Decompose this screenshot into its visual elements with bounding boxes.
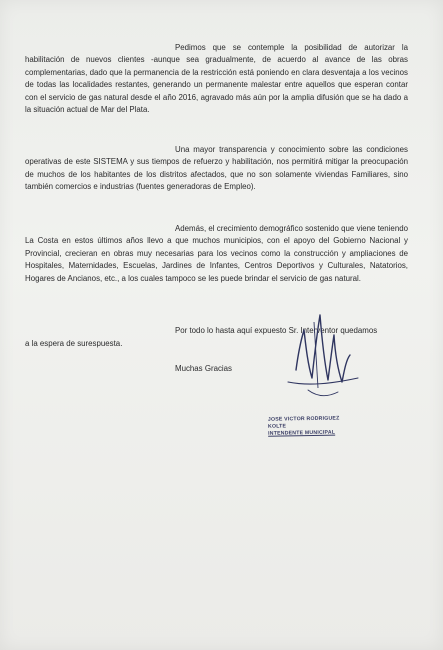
paragraph-transparency: Una mayor transparencia y conocimiento sobre las condiciones operativas de este SISTEMA y sus tiempos de refuerzo y habilitación, nos permitirá mitigar la preocupación de muchos de los habitantes de los distritos afectados, que no son solamente viviendas Familiares, sino también comercios e industrias (fuentes generadoras de Empleo).	[25, 145, 408, 192]
official-stamp	[268, 415, 354, 437]
signature-image	[268, 300, 378, 420]
paragraph-growth: Además, el crecimiento demográfico sostenido que viene teniendo La Costa en estos últimos años llevo a que muchos municipios, con el apoyo del Gobierno Nacional y Provincial, crecieran en obras muy necesarias para los vecinos como la construcción y ampliaciones de Hospitales, Maternidades, Escuelas, Jardines de Infantes, Centros Deportivos y Culturales, Natatorios, Hogares de Ancianos, etc., a los cuales tampoco se les puede brindar el servicio de gas natural.	[25, 224, 408, 283]
stamp-name: JOSE VICTOR RODRIGUEZ KOLTE	[267, 415, 340, 430]
closing-line-1: Por todo lo hasta aquí expuesto Sr. Interventor quedamos	[175, 326, 378, 335]
closing-line-2: a la espera de surespuesta.	[25, 339, 123, 348]
stamp-title: INTENDENTE MUNICIPAL	[268, 429, 336, 437]
paragraph-restriction: Pedimos que se contemple la posibilidad de autorizar la habilitación de nuevos clientes -aunque sea gradualmente, de acuerdo al avance de las obras complementarias, dado que la permanencia de la restricción está poniendo en clara desventaja a los vecinos de todas las localidades restantes, generando un permanente malestar entre aquellos que esperan contar con el servicio de gas natural desde el año 2016, agravado más aún por la amplia difusión que se ha dado a la situación actual de Mar del Plata.	[25, 43, 408, 115]
thanks-text: Muchas Gracias	[175, 364, 233, 373]
